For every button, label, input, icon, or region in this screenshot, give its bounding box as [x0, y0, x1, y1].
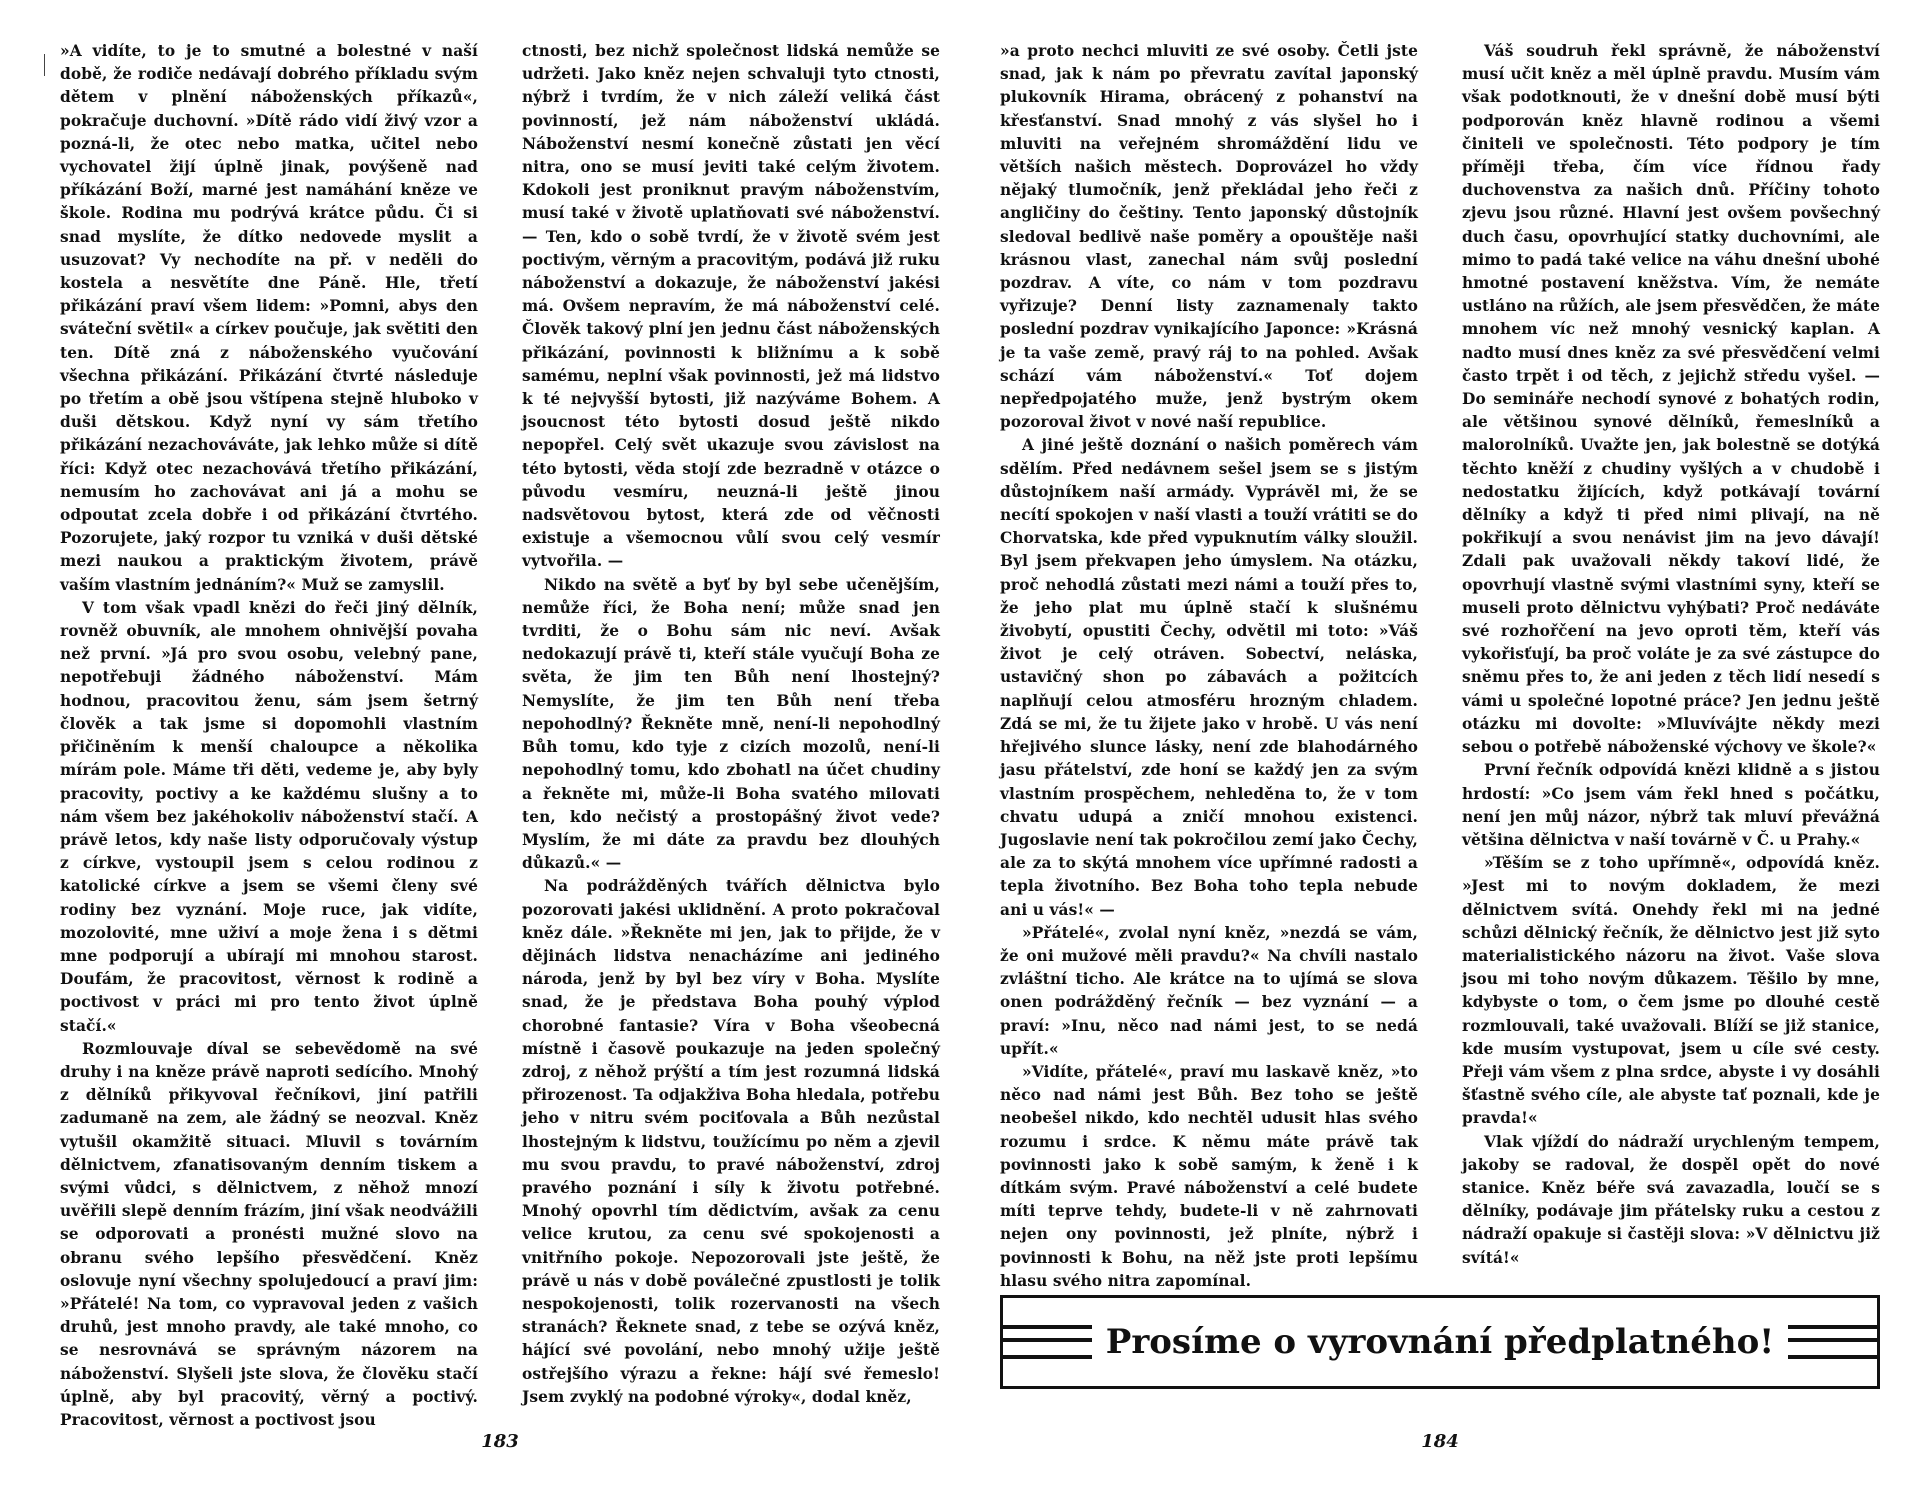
paragraph: V tom však vpadl knězi do řeči jiný dělník, rovněž obuvník, ale mnohem ohnivější povaha než první. »Já pro svou osobu, velebný pane, nepotřebuji žádného náboženství. Mám hodnou, pracovitou ženu, sám jsem šetrný člověk a tak jsme si dopomohli vlastním přičiněním k menší chaloupce a několika mírám pole. Máme tři děti, vedeme je, aby byly pracovity, poctivy a ke každému slušny a to nám všem bez jakéhokoliv náboženství stačí. A právě letos, kdy naše listy odporučovaly výstup z církve, vystoupil jsem s celou rodinou z katolické církve a jsem se všemi členy své rodiny bez vyznání. Moje ruce, jak vidíte, mozolovité, mne uživí a moje žena i s dětmi mne podporují a ubírají mi mnohou starost. Doufám, že pracovitost, věrnost k rodině a poctivost v práci mi pro tento život úplně stačí.«: [60, 598, 478, 1035]
paragraph: A jiné ještě doznání o našich poměrech vám sdělím. Před nedávnem sešel jsem se s jistým důstojníkem naší armády. Vyprávěl mi, že se necítí spokojen v naší vlasti a touží vrátiti se do Chorvatska, kde před vypuknutím války sloužil. Byl jsem překvapen jeho úmyslem. Na otázku, proč nehodlá zůstati mezi námi a touží přes to, že jeho plat mu úplně stačí k slušnému živobytí, opustiti Čechy, odvětil mi toto: »Váš život je celý otráven. Sobectví, neláska, ustavičný shon po zábavách a požitcích naplňují celou atmosféru hrozným chladem. Zdá se mi, že tu žijete jako v hrobě. U vás není hřejivého slunce lásky, není zde blahodárného jasu přátelství, zde honí se každý jen za svým vlastním prospěchem, nehleděna to, že v tom chvatu udupá a zničí mnohou existenci. Jugoslavie není tak pokročilou zemí jako Čechy, ale za to skýtá mnohem více upřímné radosti a tepla životního. Bez Boha toho tepla nebude ani u vás!« —: [1000, 436, 1418, 919]
paragraph: »Vidíte, přátelé«, praví mu laskavě kněz, »to něco nad námi jest Bůh. Bez toho se ještě neobešel nikdo, kdo nechtěl udusit hlas svého rozumu i srdce. K němu máte právě tak povinnosti jako k sobě samým, k ženě i k dítkám svým. Pravé náboženství a celé budete míti teprve tehdy, budete-li v ně zahrnovati nejen ony povinnosti, jež plníte, nýbrž i povinnosti k Bohu, na něž jste proti lepšímu hlasu svého nitra zapomínal.: [1000, 1062, 1418, 1290]
paragraph: Nikdo na světě a byť by byl sebe učenějším, nemůže říci, že Boha není; může snad jen tvrditi, že o Bohu sám nic neví. Avšak nedokazují právě ti, kteří stále vyučují Boha ze světa, že jim ten Bůh není lhostejný? Nemyslíte, že jim ten Bůh není třeba nepohodlný? Řekněte mně, není-li nepohodlný Bůh tomu, kdo tyje z cizích mozolů, není-li nepohodlný tomu, kdo zbohatl na účet chudiny a řekněte mi, může-li Boha svatého milovati ten, kdo nečistý a prostopášný život vede? Myslím, že mi dáte za pravdu bez dlouhých důkazů.« —: [522, 575, 940, 873]
paragraph: »Přátelé«, zvolal nyní kněz, »nezdá se vám, že oni mužové měli pravdu?« Na chvíli nastalo zvláštní ticho. Ale krátce na to ujímá se slova onen podrážděný řečník — bez vyznání — a praví: »Inu, něco nad námi jest, to se nedá upřít.«: [1000, 923, 1418, 1058]
decorative-rule-right: [1788, 1325, 1877, 1359]
left-column-2: [522, 40, 940, 1406]
right-column-2: [1462, 40, 1880, 1267]
subscription-notice-box: [1000, 1295, 1880, 1389]
paragraph: Na podrážděných tvářích dělnictva bylo pozorovati jakési uklidnění. A proto pokračoval kněz dále. »Řekněte mi jen, jak to přijde, že v dějinách lidstva nenacházíme ani jediného národa, jenž by byl bez víry v Boha. Myslíte snad, že je představa Boha pouhý výplod chorobné fantasie? Víra v Boha všeobecná místně i časově poukazuje na jeden společný zdroj, z něhož prýští a tím jest rozumná lidská přirozenost. Ta odjakživa Boha hledala, potřebu jeho v nitru svém pociťovala a Bůh nezůstal lhostejným k lidstvu, toužícímu po něm a zjevil mu svou pravdu, to pravé náboženství, zdroj pravého poznání i síly k životu potřebné. Mnohý opovrhl tím dědictvím, avšak za cenu velice krutou, za cenu své spokojenosti a vnitřního pokoje. Nepozorovali jste ještě, že právě u nás v době poválečné zpustlosti je tolik nespokojenosti, tolik rozervanosti na všech stranách? Řeknete snad, z tebe se ozývá kněz, hájící své povolání, nebo mnohý užije ještě ostřejšího výrazu a řekne: hájí své řemeslo! Jsem zvyklý na podobné výroky«, dodal kněz,: [522, 877, 940, 1406]
paragraph: Rozmlouvaje díval se sebevědomě na své druhy i na kněze právě naproti sedícího. Mnohý z dělníků přikyvoval řečníkovi, jiní patřili zadumaně na zem, ale žádný se neozval. Kněz vytušil okamžitě situaci. Mluvil s továrním dělnictvem, zfanatisovaným denním tiskem a svými vůdci, s dělnictvem, z něhož mnozí uvěřili slepě denním frázím, jiní však neodvážili se odporovati a pronésti mužné slovo na obranu svého lepšího přesvědčení. Kněz oslovuje nyní všechny spolujedoucí a praví jim: »Přátelé! Na tom, co vypravoval jeden z vašich druhů, jest mnoho pravdy, ale také mnoho, co se nesrovnává se správným názorem na náboženství. Slyšeli jste slova, že člověku stačí úplně, aby byl pracovitý, věrný a poctivý. Pracovitost, věrnost a poctivost jsou: [60, 1039, 478, 1429]
page-number-right: 184: [1421, 1431, 1459, 1452]
left-column-1: [60, 40, 478, 1429]
left-page: [60, 40, 940, 1452]
right-columns: [1000, 40, 1880, 1290]
decorative-rule-left: [1003, 1325, 1092, 1359]
paragraph: První řečník odpovídá knězi klidně a s jistou hrdostí: »Co jsem vám řekl hned s počátku, není jen můj názor, nýbrž tak mluví převážná většina dělnictva v naší továrně v Č. u Prahy.«: [1462, 761, 1880, 849]
paragraph: »A vidíte, to je to smutné a bolestné v naší době, že rodiče nedávají dobrého příkladu svým dětem v plnění náboženských příkazů«, pokračuje duchovní. »Dítě rádo vidí živý vzor a pozná-li, že otec nebo matka, učitel nebo vychovatel žijí úplně jinak, povýšeně nad příkázání Boží, marné jest namáhání kněze ve škole. Rodina mu podrývá krátce půdu. Či si snad myslíte, že dítko nedovede myslit a usuzovat? Vy nechodíte na př. v neděli do kostela a nesvětíte dne Páně. Hle, třetí přikázání praví všem lidem: »Pomni, abys den sváteční světil« a církev poučuje, jak světiti den ten. Dítě zná z náboženského vyučování všechna přikázání. Přikázání čtvrté následuje po třetím a obě jsou vštípena stejně hluboko v duši dětskou. Když nyní vy sám třetího přikázání nezachováváte, jak lehko může si dítě říci: Když otec nezachovává třetího přikázání, nemusím ho zachovávat ani já a mohu se odpoutat zcela dobře i od přikázání čtvrtého. Pozorujete, jaký rozpor tu vzniká v duši dětské mezi naukou a praktickým životem, právě vaším vlastním jednáním?« Muž se zamyslil.: [60, 42, 478, 594]
right-page: [1000, 40, 1880, 1452]
paragraph: »a proto nechci mluviti ze své osoby. Četli jste snad, jak k nám po převratu zavítal japonský plukovník Hirama, obrácený z pohanství na křesťanství. Snad mnohý z vás slyšel ho i mluviti na veřejném shromáždění lidu ve větších našich městech. Doprovázel ho vždy nějaký tlumočník, jenž překládal jeho řeči z angličiny do češtiny. Tento japonský důstojník sledoval bedlivě naše poměry a opouštěje naši krásnou vlast, zanechal nám svůj poslední pozdrav. A víte, co nám v tom pozdravu vyřizuje? Denní listy zaznamenaly takto poslední pozdrav vynikajícího Japonce: »Krásná je ta vaše země, pravý ráj to na pohled. Avšak schází vám náboženství.« Toť dojem nepředpojatého muže, jenž bystrým okem pozoroval život v nové naší republice.: [1000, 42, 1418, 432]
paragraph: ctnosti, bez nichž společnost lidská nemůže se udržeti. Jako kněz nejen schvaluji tyto ctnosti, nýbrž i tvrdím, že v nich záleží veliká část povinností, jež nám náboženství ukládá. Náboženství nesmí konečně zůstati jen věcí nitra, ono se musí jeviti také celým životem. Kdokoli jest proniknut pravým náboženstvím, musí také v životě uplatňovati své náboženství. — Ten, kdo o sobě tvrdí, že v životě svém jest poctivým, věrným a pracovitým, podává již ruku náboženství a dokazuje, že náboženství jakési má. Ovšem nepravím, že má náboženství celé. Člověk takový plní jen jednu část náboženských přikázání, povinnosti k bližnímu a k sobě samému, neplní však povinnosti, jež má lidstvo k té nejvyšší bytosti, již nazýváme Bohem. A jsoucnost této bytosti dosud ještě nikdo nepopřel. Celý svět ukazuje svou závislost na této bytosti, věda stojí zde bezradně v otázce o původu vesmíru, neuzná-li ještě jinou nadsvětovou bytost, která zde od věčnosti existuje a všemocnou vůlí svou celý vesmír vytvořila. —: [522, 42, 940, 571]
subscription-notice: Prosíme o vyrovnání předplatného!: [1105, 1322, 1775, 1362]
paragraph: Vlak vjíždí do nádraží urychleným tempem, jakoby se radoval, že dospěl opět do nové stanice. Kněz béře svá zavazadla, loučí se s dělníky, podávaje jim přátelsky ruku a cestou z nádraží opakuje si častěji slova: »V dělnictvu již svítá!«: [1462, 1132, 1880, 1267]
left-columns: [60, 40, 940, 1429]
paragraph: Váš soudruh řekl správně, že náboženství musí učit kněz a měl úplně pravdu. Musím vám však podotknouti, že v dnešní době musí býti podporován kněz hlavně rodinou a všemi činiteli ve společnosti. Této podpory je tím příměji třeba, čím více řídnou řady duchovenstva za našich dnů. Příčiny tohoto zjevu jsou různé. Hlavní jest ovšem povšechný duch času, opovrhující statky duchovními, ale mimo to padá také velice na váhu dnešní ubohé hmotné postavení kněžstva. Vím, že nemáte ustláno na růžích, ale jsem přesvědčen, že máte mnohem víc než mnohý vesnický kaplan. A nadto musí dnes kněz za své přesvědčení velmi často trpět i od těch, z jejichž středu vyšel. — Do semináře nechodí synové z bohatých rodin, ale většinou synové dělníků, řemeslníků a malorolníků. Uvažte jen, jak bolestně se dotýká těchto kněží z chudiny vyšlých a v chudobě i nedostatku žijících, když potkávají tovární dělníky a když ti před nimi plivají, na ně pokřikují a svou nenávist jim na jevo dávají! Zdali pak uvažovali někdy takoví lidé, že opovrhují vlastně svými vlastními syny, kteří se museli proto dělnictvu vyhýbati? Proč nedáváte své rozhořčení na jevo oproti těm, kteří vás vykořisťují, ba proč voláte je za své zástupce do sněmu přes to, že ani jeden z těch lidí nesedí s vámi u společné lopotné práce? Jen jednu ještě otázku mi dovolte: »Mluvívájte někdy mezi sebou o potřebě náboženské výchovy ve škole?«: [1462, 42, 1880, 757]
page-number-left: 183: [481, 1431, 519, 1452]
right-column-1: [1000, 40, 1418, 1290]
margin-mark: [44, 54, 45, 76]
paragraph: »Těším se z toho upřímně«, odpovídá kněz. »Jest mi to novým dokladem, že mezi dělnictvem svítá. Onehdy řekl mi na jedné schůzi dělnický řečník, že dělnictvo jest již syto materialistického názoru na život. Vaše slova jsou mi toho novým důkazem. Těšilo by mne, kdybyste o tom, o čem jsme po dlouhé cestě rozmlouvali, také uvažovali. Blíží se již stanice, kde musím vystupovat, jsem u cíle své cesty. Přeji vám všem z plna srdce, abyste i vy dosáhli šťastně svého cíle, ale abyste tať poznali, kde je pravda!«: [1462, 854, 1880, 1128]
